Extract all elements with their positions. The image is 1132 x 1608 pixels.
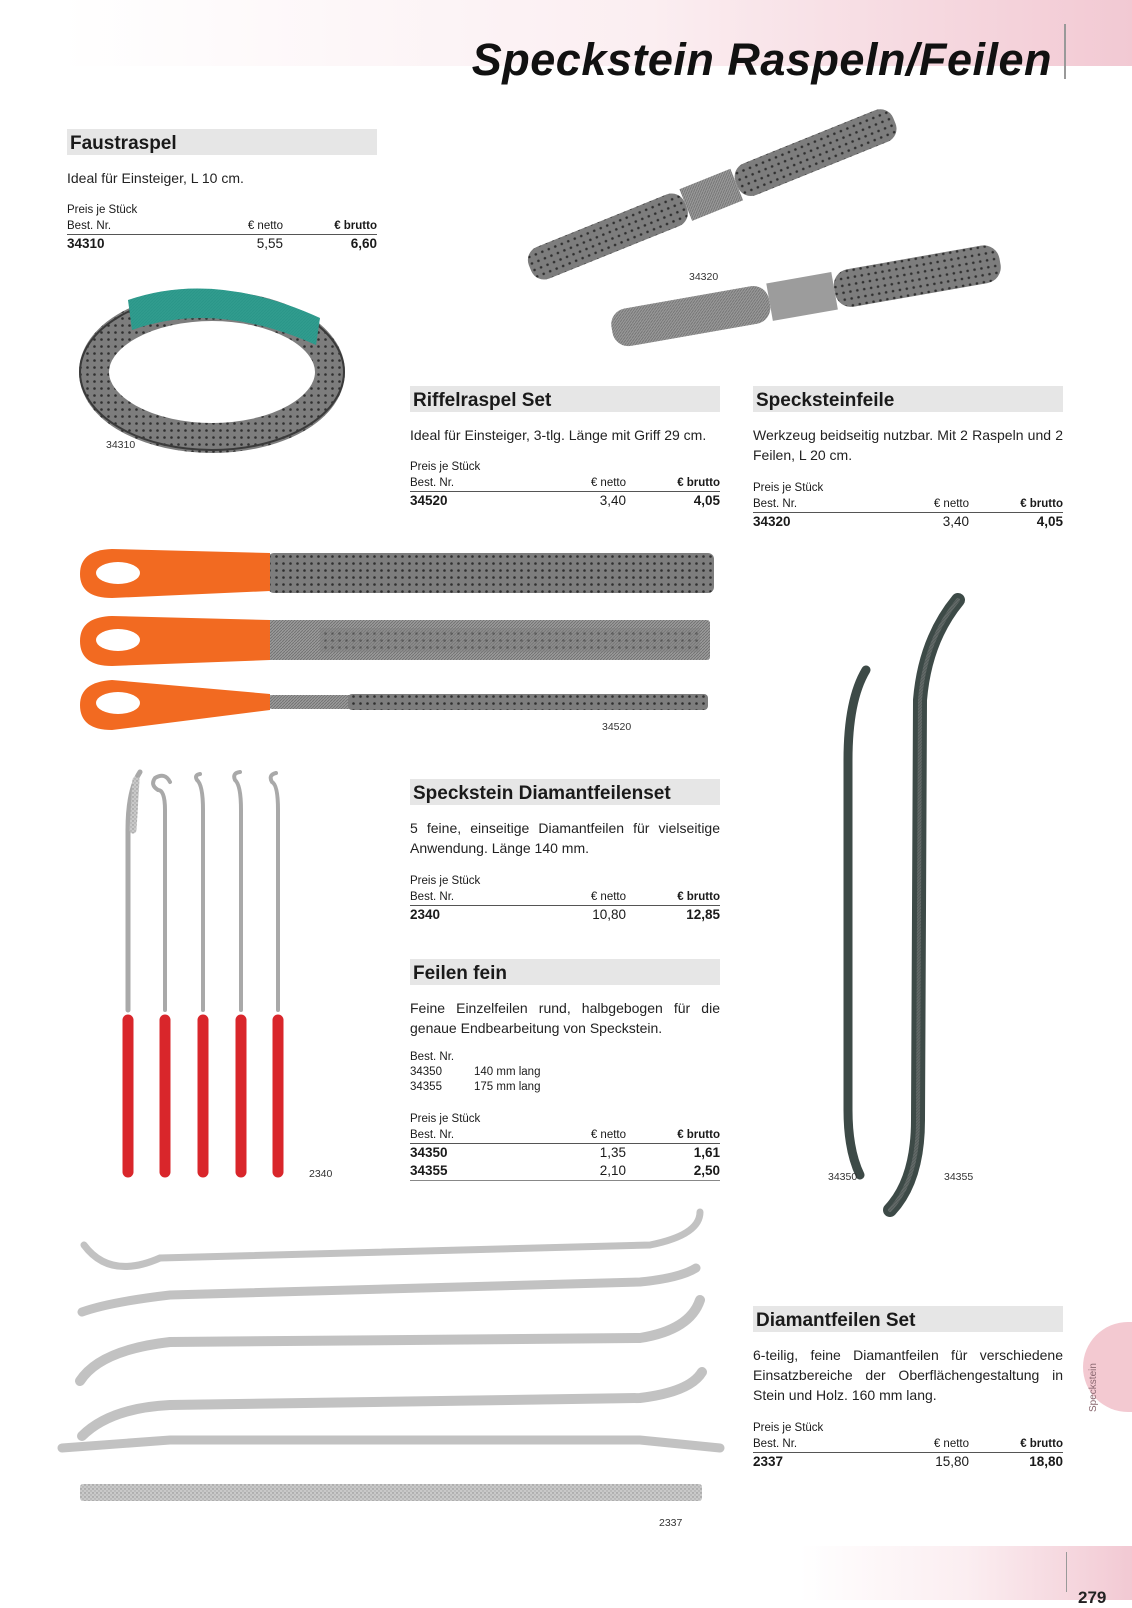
riffelraspel-image [80, 549, 714, 730]
list-item: 34355 175 mm lang [410, 1081, 541, 1093]
diamantfeilenset-title: Speckstein Diamantfeilenset [410, 779, 720, 805]
diamantfeilenset-description: 5 feine, einseitige Diamantfeilen für vielseitige Anwendung. Länge 140 mm. [410, 820, 720, 856]
specksteinfeile-price-table [753, 480, 1063, 531]
specksteinfeile-title: Specksteinfeile [753, 386, 1063, 412]
image-caption: 34320 [689, 271, 719, 283]
image-caption: 2337 [659, 1517, 683, 1529]
riffelraspel-price-table [410, 459, 720, 510]
price-table-header: Best. Nr. € netto € brutto [410, 475, 720, 492]
feilen-fein-image [848, 600, 958, 1210]
faustraspel-title: Faustraspel [67, 129, 377, 155]
specksteinfeile-description: Werkzeug beidseitig nutzbar. Mit 2 Raspeln und 2 Feilen, L 20 cm. [753, 427, 1063, 463]
list-item: 34350 140 mm lang [410, 1066, 541, 1078]
diamantfeilenset-price-table [410, 873, 720, 924]
diamantfeilen-set-price-table [753, 1420, 1063, 1471]
price-each-label: Preis je Stück [410, 1113, 481, 1125]
faustraspel-description: Ideal für Einsteiger, L 10 cm. [67, 170, 244, 186]
image-caption: 34310 [106, 439, 136, 451]
footer-divider [1066, 1552, 1067, 1592]
faustraspel-price-table [67, 202, 377, 253]
image-caption: 34350 [828, 1171, 858, 1183]
price-table-header: Best. Nr. € netto € brutto [410, 1127, 720, 1144]
price-row: 2340 10,80 12,85 [410, 907, 720, 922]
price-table-header: Best. Nr. € netto € brutto [753, 496, 1063, 513]
price-table-header: Best. Nr. € netto € brutto [410, 889, 720, 906]
price-row: 34350 1,35 1,61 [410, 1145, 720, 1160]
feilen-fein-item-list [410, 1050, 610, 1095]
riffelraspel-title: Riffelraspel Set [410, 386, 720, 412]
image-caption: 34355 [944, 1171, 974, 1183]
diamantfeilenset-image [128, 772, 278, 1172]
page-number: 279 [1078, 1588, 1107, 1607]
feilen-fein-price-table [410, 1111, 720, 1181]
image-caption: 2340 [309, 1168, 333, 1180]
diamantfeilen-set-image [62, 1212, 720, 1501]
diamantfeilen-set-description: 6-teilig, feine Diamantfeilen für verschiedene Einsatzbereiche der Oberflächengestaltung in Stein und Holz. 160 mm lang. [753, 1347, 1063, 1403]
riffelraspel-description: Ideal für Einsteiger, 3-tlg. Länge mit Griff 29 cm. [410, 427, 707, 443]
price-row: 34310 5,55 6,60 [67, 236, 377, 251]
price-each-label: Preis je Stück [753, 482, 824, 494]
price-each-label: Preis je Stück [410, 461, 481, 473]
price-each-label: Preis je Stück [410, 875, 481, 887]
price-each-label: Preis je Stück [67, 204, 138, 216]
price-table-header: Best. Nr. € netto € brutto [67, 218, 377, 235]
side-tab-label: Speckstein [1088, 1363, 1099, 1412]
item-list-header: Best. Nr. [410, 1051, 455, 1063]
price-row: 34355 2,10 2,50 [410, 1162, 720, 1181]
price-table-header: Best. Nr. € netto € brutto [753, 1436, 1063, 1453]
price-row: 2337 15,80 18,80 [753, 1454, 1063, 1469]
feilen-fein-title: Feilen fein [410, 959, 720, 985]
faustraspel-image [80, 288, 344, 450]
specksteinfeile-image [524, 105, 1004, 349]
image-caption: 34520 [602, 721, 632, 733]
feilen-fein-description: Feine Einzelfeilen rund, halbgebogen für die genaue Endbearbeitung von Speckstein. [410, 1000, 720, 1036]
diamantfeilen-set-title: Diamantfeilen Set [753, 1306, 1063, 1332]
price-each-label: Preis je Stück [753, 1422, 824, 1434]
price-row: 34320 3,40 4,05 [753, 514, 1063, 529]
page-title: Speckstein Raspeln/Feilen [471, 34, 1052, 85]
price-row: 34520 3,40 4,05 [410, 493, 720, 508]
